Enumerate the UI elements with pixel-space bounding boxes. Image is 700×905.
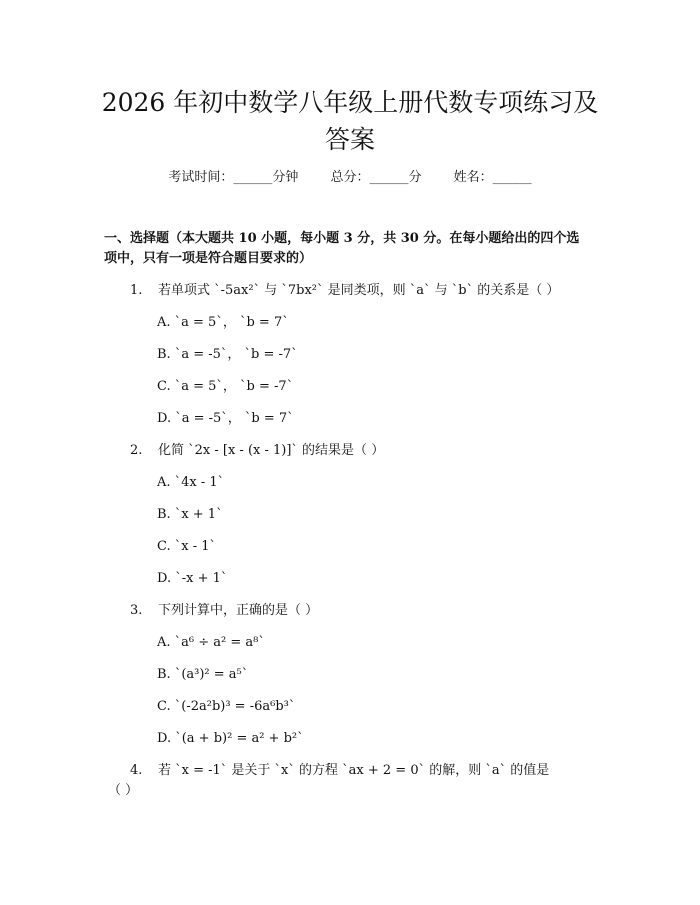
question-4: [130, 762, 549, 780]
question-3: [130, 602, 318, 620]
question-1: [130, 282, 559, 300]
option-1d: D. `a = -5`， `b = 7`: [157, 411, 294, 426]
section-heading-line-1: 一、选择题（本大题共 10 小题，每小题 3 分，共 30 分。在每小题给出的四个选: [104, 231, 580, 246]
question-number: 3.: [130, 603, 143, 618]
question-number: 2.: [130, 443, 143, 458]
title-line-2: 答案: [324, 125, 375, 154]
section-heading-line-2: 项中，只有一项是符合题目要求的）: [104, 251, 313, 266]
question-text: 若单项式 `-5ax²` 与 `7bx²` 是同类项，则 `a` 与 `b` 的关系是（ ）: [158, 283, 560, 298]
option-2d: D. `-x + 1`: [157, 571, 228, 586]
option-2b: B. `x + 1`: [157, 507, 223, 522]
option-3d: D. `(a + b)² = a² + b²`: [157, 731, 304, 746]
option-2a: A. `4x - 1`: [157, 475, 225, 490]
question-text: 下列计算中，正确的是（ ）: [158, 603, 319, 618]
exam-name: 姓名：______: [453, 170, 532, 185]
option-3b: B. `(a³)² = a⁵`: [157, 667, 249, 682]
question-text: 化简 `2x - [x - (x - 1)]` 的结果是（ ）: [158, 443, 385, 458]
question-number: 4.: [130, 763, 143, 778]
option-3a: A. `a⁶ ÷ a² = a⁸`: [157, 635, 265, 650]
exam-time: 考试时间：______分钟: [168, 170, 299, 185]
question-text: 若 `x = -1` 是关于 `x` 的方程 `ax + 2 = 0` 的解，则 `a` 的值是: [158, 763, 550, 778]
option-1a: A. `a = 5`， `b = 7`: [157, 315, 289, 330]
question-4-continuation: （ ）: [108, 783, 139, 798]
title-line-1: 2026 年初中数学八年级上册代数专项练习及: [101, 88, 599, 117]
exam-score: 总分：______分: [330, 170, 422, 185]
option-1c: C. `a = 5`， `b = -7`: [157, 379, 294, 394]
option-3c: C. `(-2a²b)³ = -6a⁶b³`: [157, 699, 296, 714]
document-title: [60, 84, 640, 158]
question-2: [130, 442, 384, 460]
option-2c: C. `x - 1`: [157, 539, 217, 554]
exam-info: [0, 169, 700, 187]
option-1b: B. `a = -5`， `b = -7`: [157, 347, 298, 362]
section-heading: [104, 229, 604, 269]
question-number: 1.: [130, 283, 143, 298]
